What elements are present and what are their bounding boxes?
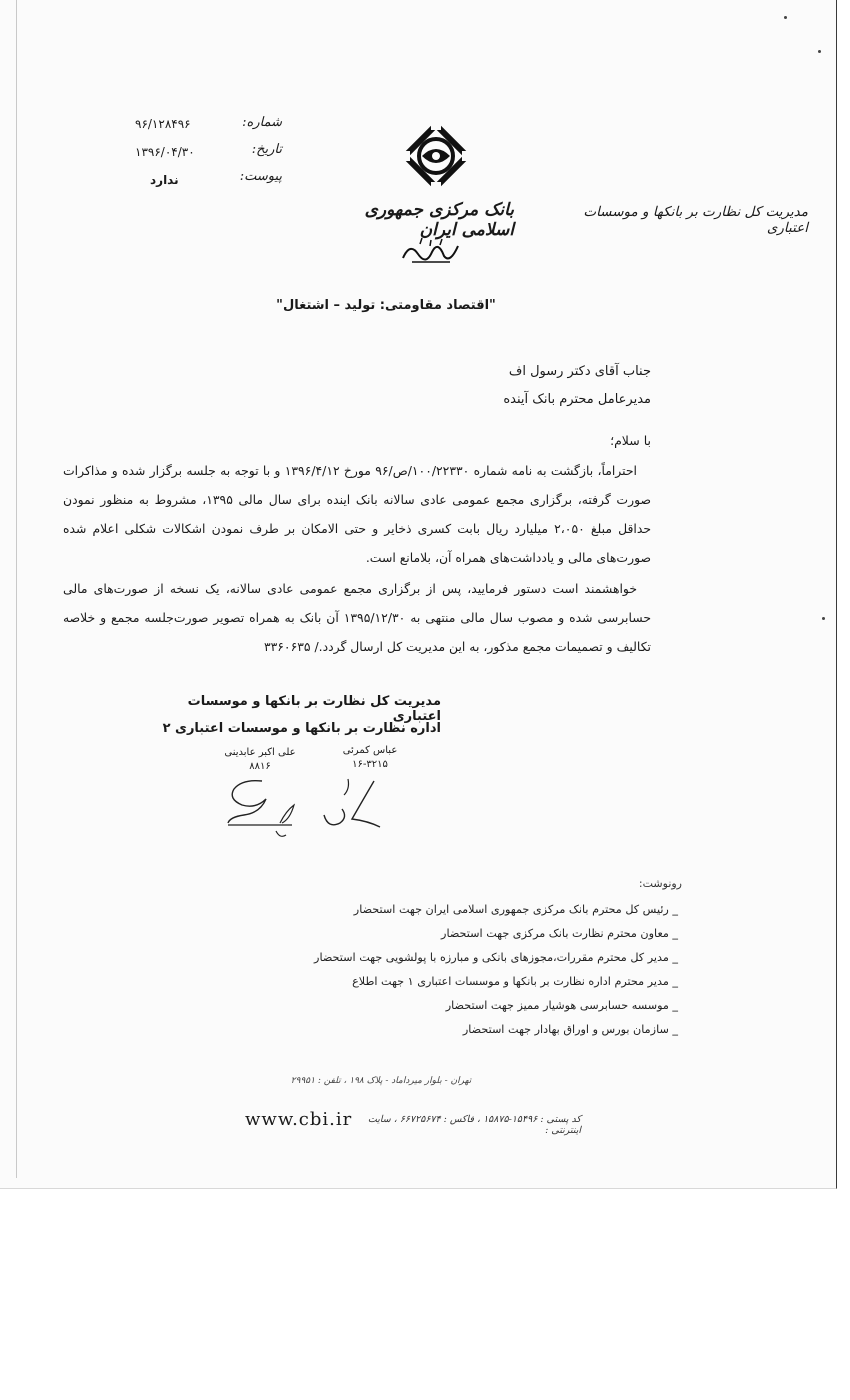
number-label: شماره: <box>242 115 282 130</box>
cc-item: _ رئیس کل محترم بانک مرکزی جمهوری اسلامی ایران جهت استحضار <box>353 903 678 916</box>
cc-item: _ معاون محترم نظارت بانک مرکزی جهت استحضار <box>441 927 678 940</box>
signature-title-1: مدیریت کل نظارت بر بانکها و موسسات اعتباری <box>187 694 441 724</box>
department-title: مدیریت کل نظارت بر بانکها و موسسات اعتباری <box>583 204 808 236</box>
bismillah-calligraphy-icon <box>400 236 462 270</box>
attachment-label: پیوست: <box>239 169 282 184</box>
signature-right-icon <box>318 775 398 835</box>
cc-item: _ موسسه حسابرسی هوشیار ممیز جهت استحضار <box>445 999 678 1012</box>
signer-right-name: عباس کمرئی <box>342 745 398 756</box>
scan-speck <box>822 617 825 620</box>
signature-title-2: اداره نظارت بر بانکها و موسسات اعتباری ۲ <box>162 721 441 736</box>
date-value: ۱۳۹۶/۰۴/۳۰ <box>135 145 195 159</box>
signer-right-code: ۱۶-۳۲۱۵ <box>352 759 388 770</box>
signer-left-name: علی اکبر عابدینی <box>224 747 296 758</box>
cc-item: _ مدیر کل محترم مقررات،مجوزهای بانکی و مبارزه با پولشویی جهت استحضار <box>314 951 678 964</box>
body-paragraph-1: احتراماً، بازگشت به نامه شماره ۱۰۰/۲۲۳۳۰/ص/۹۶ مورخ ۱۳۹۶/۴/۱۲ و با توجه به جلسه برگزار شده و مذاکرات صورت گرفته، برگزاری مجمع عمومی عادی سالانه بانک اینده برای سال مالی ۱۳۹۵، مشروط به منظور نمودن حداقل مبلغ ۲،۰۵۰ میلیارد ریال بابت کسری ذخایر و حتی الامکان بر طرف نمودن اشکالات شکلی اعلام شده صورت‌های مالی و یادداشت‌های همراه آن، بلامانع است. <box>63 463 651 565</box>
footer-contact: کد پستی : ۱۵۴۹۶-۱۵۸۷۵ ، فاکس : ۶۶۷۲۵۶۷۴ ، سایت اینترنتی : <box>367 1114 581 1136</box>
footer-website: www.cbi.ir <box>245 1109 353 1130</box>
cc-list <box>138 898 678 1042</box>
recipient-block <box>351 358 651 414</box>
signature-left-icon <box>222 775 302 845</box>
footer-address: تهران - بلوار میرداماد - پلاک ۱۹۸ ، تلفن : ۲۹۹۵۱ <box>290 1076 472 1086</box>
cc-label: رونوشت: <box>638 877 682 890</box>
number-value: ۹۶/۱۲۸۴۹۶ <box>135 117 191 131</box>
recipient-name: جناب آقای دکتر رسول اف <box>508 364 651 379</box>
body-paragraph-2: خواهشمند است دستور فرمایید، پس از برگزاری مجمع عمومی عادی سالانه، یک نسخه از صورت‌های مالی حسابرسی شده و مصوب سال مالی منتهی به ۱۳۹۵/۱۲/۳۰ آن بانک به همراه تصویر صورت‌جلسه مجمع و خلاصه تکالیف و تصمیمات مجمع مذکور، به این مدیریت کل ارسال گردد./ ۳۳۶۰۶۳۵ <box>63 581 651 654</box>
scan-edge-line <box>16 0 17 1178</box>
motto: "اقتصاد مقاومتی: تولید – اشتغال" <box>276 298 496 313</box>
cc-item: _ مدیر محترم اداره نظارت بر بانکها و موسسات اعتباری ۱ جهت اطلاع <box>352 975 678 988</box>
bank-emblem-icon <box>400 120 472 192</box>
signer-left-code: ۸۸۱۶ <box>249 761 271 772</box>
cc-item: _ سازمان بورس و اوراق بهادار جهت استحضار <box>462 1023 678 1036</box>
scan-speck <box>784 16 787 19</box>
greeting: با سلام؛ <box>610 433 651 448</box>
scan-speck <box>818 50 821 53</box>
attachment-value: ندارد <box>150 173 179 187</box>
recipient-title: مدیرعامل محترم بانک آینده <box>503 392 651 407</box>
bank-name: بانک مرکزی جمهوری اسلامی ایران <box>364 200 514 240</box>
date-label: تاریخ: <box>251 142 282 157</box>
